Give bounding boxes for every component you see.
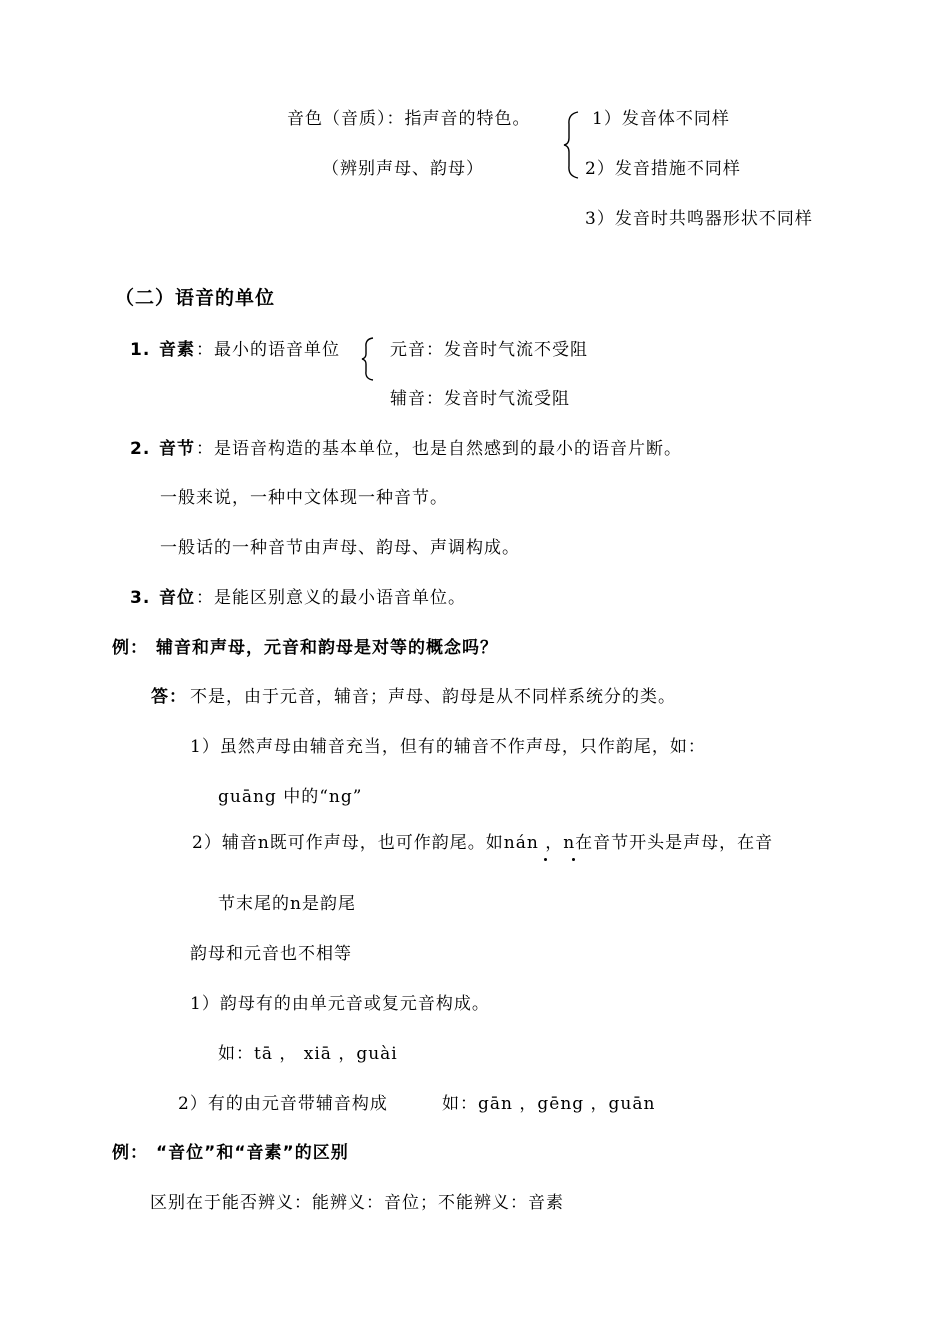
example1-point-1-example: guāng 中的“ng” (218, 787, 363, 807)
phoneme-description: ：最小的语音单位 (196, 340, 340, 360)
example1-point-5: 2）有的由元音带辅音构成 (178, 1094, 388, 1114)
phonemic-number: 3. (130, 588, 151, 608)
example1-point-4: 1）韵母有的由单元音或复元音构成。 (190, 994, 490, 1014)
example1-point-2: 2）辅音n既可作声母，也可作韵尾。如nán ，n在音节开头是声母，在音 (192, 833, 774, 853)
example1-point-1: 1）虽然声母由辅音充当，但有的辅音不作声母，只作韵尾，如： (190, 737, 706, 757)
example1-label: 例： (112, 638, 148, 658)
timbre-definition: 音色（音质）：指声音的特色。 (287, 109, 531, 129)
example1-answer: 不是，由于元音，辅音；声母、韵母是从不同样系统分的类。 (190, 687, 676, 707)
timbre-item-1: 1）发音体不同样 (592, 109, 730, 129)
emphasis-dot (572, 858, 575, 861)
syllable-number: 2. (130, 439, 151, 459)
timbre-note: （辨别声母、韵母） (322, 159, 484, 179)
example2-question: “音位”和“音素”的区别 (156, 1143, 349, 1163)
phonemic-description: ：是能区别意义的最小语音单位。 (196, 588, 466, 608)
section-title: （二）语音的单位 (115, 287, 276, 309)
example1-point-4-example: 如：tā ， xiā ，guài (218, 1044, 398, 1064)
example2-answer: 区别在于能否辨义：能辨义：音位；不能辨义：音素 (150, 1193, 564, 1213)
example2-label: 例： (112, 1143, 148, 1163)
phoneme-vowel: 元音：发音时气流不受阻 (390, 340, 588, 360)
syllable-line-1: 一般来说，一种中文体现一种音节。 (160, 488, 448, 508)
timbre-brace (562, 110, 582, 180)
phoneme-number: 1. (130, 340, 151, 360)
phoneme-term: 音素 (159, 340, 195, 360)
timbre-item-2: 2）发音措施不同样 (585, 159, 741, 179)
syllable-line-2: 一般话的一种音节由声母、韵母、声调构成。 (160, 538, 520, 558)
phoneme-brace (360, 336, 376, 382)
syllable-term: 音节 (159, 439, 195, 459)
timbre-item-3: 3）发音时共鸣器形状不同样 (585, 209, 813, 229)
example1-point-5-example: 如：gān ，gēng ，guān (442, 1094, 656, 1114)
phonemic-term: 音位 (159, 588, 195, 608)
phoneme-consonant: 辅音：发音时气流受阻 (390, 389, 570, 409)
example1-point-3: 韵母和元音也不相等 (190, 944, 352, 964)
example1-question: 辅音和声母，元音和韵母是对等的概念吗？ (156, 638, 498, 658)
syllable-description: ：是语音构造的基本单位，也是自然感到的最小的语音片断。 (196, 439, 682, 459)
emphasis-dot (544, 858, 547, 861)
example1-answer-label: 答： (151, 687, 187, 707)
example1-point-2-continued: 节末尾的n是韵尾 (218, 894, 356, 914)
